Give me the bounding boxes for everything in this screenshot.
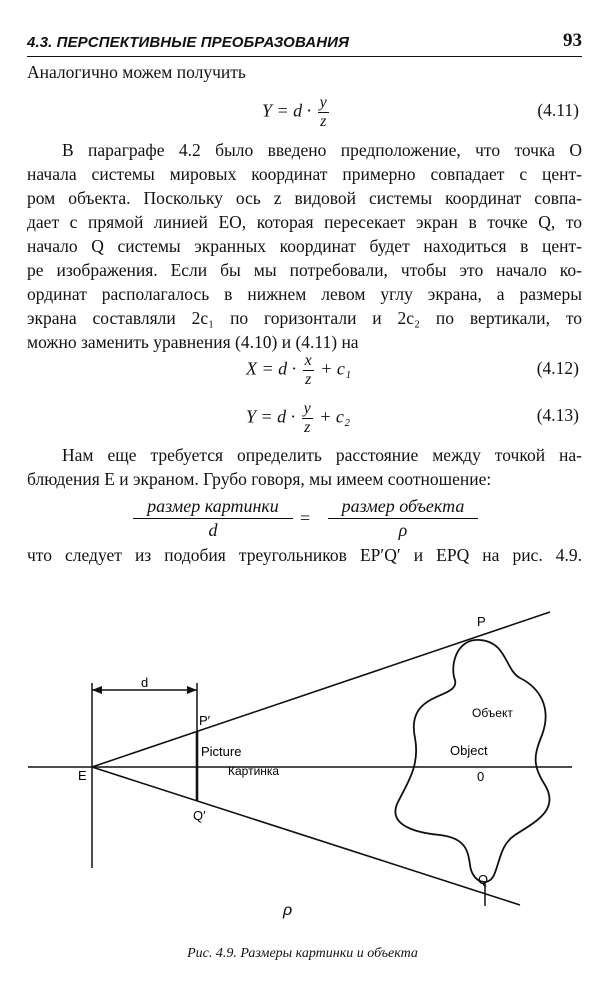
ratio-right-denominator: ρ [398,520,408,540]
d-arrow-right [187,686,197,694]
paragraph-line: В параграфе 4.2 было введено предположение, что точка O [62,140,582,160]
running-head [27,30,582,57]
rho-label: ρ [283,902,293,919]
origin-label: 0 [477,769,485,784]
ratio-left [133,494,293,541]
picture-label: Picture [201,744,242,759]
eq-lhs: Y = d · [262,100,312,121]
equation-4-11 [262,94,331,131]
fraction-numerator: y [303,400,311,417]
paragraph-line: можно заменить уравнения (4.10) и (4.11) на [27,332,359,352]
intro-text: Аналогично можем получить [27,62,246,82]
equation-4-12 [246,352,351,389]
ratio-right-numerator: размер объекта [328,494,478,519]
kartinka-label: Картинка [228,764,280,778]
figure-4-9 [0,560,605,960]
paragraph-line: ре изображения. Если бы мы потребовали, чтобы это начало ко- [27,260,582,280]
eq-fraction [302,400,313,437]
p-label: P [477,614,486,629]
eq-rhs: + c₂ [319,406,351,427]
ratio-equals: = [300,508,311,528]
paragraph-line: блюдения E и экраном. Грубо говоря, мы имеем соотношение: [27,469,492,489]
figure-caption: Рис. 4.9. Размеры картинки и объекта [187,946,418,961]
d-label: d [141,675,149,690]
equation-number: (4.13) [536,405,579,425]
paragraph-line: ром объекта. Поскольку ось z видовой системы координат совпа- [27,188,582,208]
section-title: 4.3. ПЕРСПЕКТИВНЫЕ ПРЕОБРАЗОВАНИЯ [27,34,350,51]
d-arrow-left [92,686,102,694]
paragraph-line: Нам еще требуется определить расстояние между точкой на- [62,445,582,465]
fraction-denominator: z [304,419,311,436]
paragraph-line: начало Q системы экранных координат будет находиться в цент- [27,236,582,256]
paragraph-line: ординат располагалось в нижнем левом углу экрана, а размеры [27,284,582,304]
paragraph-line: экрана составляли 2c₁ по горизонтали и 2c₂ по вертикали, то [27,308,582,328]
p-prime-label: P′ [199,713,211,728]
q-prime-label: Q′ [193,808,206,823]
fraction-denominator: z [305,371,312,388]
q-label: Q [478,872,489,887]
object-en-label: Object [450,743,488,758]
equation-4-13 [246,400,350,437]
ratio-left-denominator: d [208,520,218,540]
fraction-numerator: y [319,94,327,111]
page-number: 93 [563,30,582,51]
ratio-left-numerator: размер картинки [133,494,293,519]
paragraph-line: начала системы мировых координат примерно совпадает с цент- [27,164,582,184]
eq-fraction [318,94,329,131]
e-label: E [78,768,87,783]
object-ru-label: Объект [472,706,513,720]
ratio-right [328,494,478,541]
eq-fraction [303,352,314,389]
lower-ray [92,767,520,905]
equation-number: (4.11) [537,100,579,120]
paragraph-line: что следует из подобия треугольников EP′Q′ и EPQ на рис. 4.9. [27,545,582,565]
eq-lhs: Y = d · [246,406,296,427]
object-shape [395,640,549,882]
equation-number: (4.12) [536,358,579,378]
eq-rhs: + c₁ [320,358,352,379]
eq-lhs: X = d · [246,358,297,379]
fraction-denominator: z [320,113,327,130]
fraction-numerator: x [304,352,312,369]
paragraph-line: дает с прямой линией EO, которая пересекает экран в точке Q, то [27,212,582,232]
